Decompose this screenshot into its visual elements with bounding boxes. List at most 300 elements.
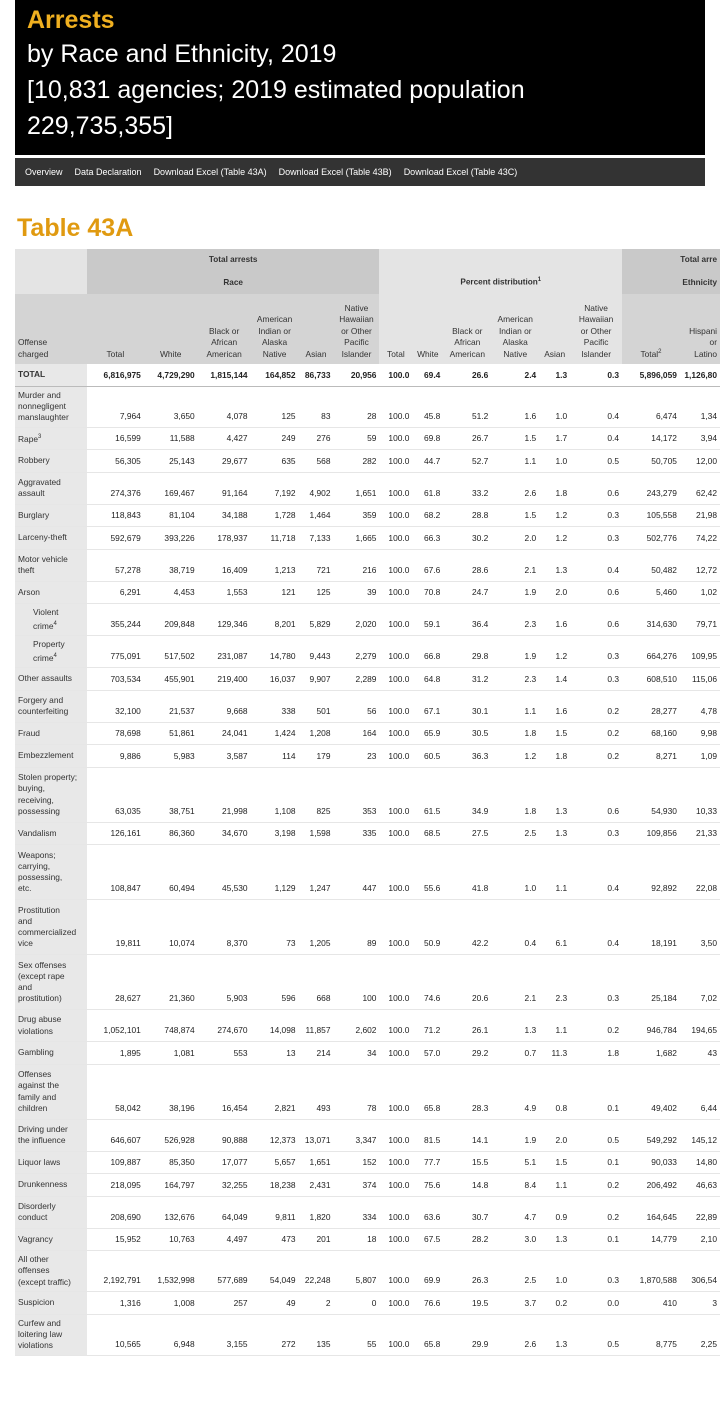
cell-asian: 214 [299,1042,334,1065]
cell-p-white: 68.5 [412,822,443,845]
row-label: Other assaults [15,668,87,691]
cell-white: 11,588 [144,427,198,450]
cell-p-ai: 1.8 [491,767,539,822]
cell-black: 17,077 [198,1151,251,1174]
cell-p-nh: 0.2 [570,722,622,745]
cell-white: 51,861 [144,722,198,745]
cell-ai: 635 [251,450,299,473]
cell-e-total: 5,896,059 [622,364,680,386]
cell-total: 1,895 [87,1042,144,1065]
cell-p-white: 74.6 [412,955,443,1010]
cell-nh: 282 [334,450,380,473]
cell-p-white: 55.6 [412,845,443,900]
cell-black: 3,155 [198,1314,251,1355]
cell-nh: 34 [334,1042,380,1065]
row-label: Murder and nonnegligent manslaughter [15,386,87,427]
nav-link-download-43b[interactable]: Download Excel (Table 43B) [278,167,392,177]
cell-p-ai: 1.9 [491,1119,539,1151]
cell-p-white: 76.6 [412,1292,443,1315]
cell-ai: 249 [251,427,299,450]
cell-p-nh: 0.2 [570,1174,622,1197]
cell-white: 21,537 [144,690,198,722]
cell-white: 209,848 [144,604,198,636]
cell-hisp: 1,34 [680,386,720,427]
table-row [15,472,720,504]
cell-black: 32,255 [198,1174,251,1197]
cell-asian: 2 [299,1292,334,1315]
cell-p-total: 100.0 [379,1174,412,1197]
row-label: Weapons; carrying, possessing, etc. [15,845,87,900]
cell-p-total: 100.0 [379,767,412,822]
table-row [15,1292,720,1315]
cell-p-total: 100.0 [379,1151,412,1174]
cell-total: 16,599 [87,427,144,450]
cell-black: 577,689 [198,1251,251,1292]
cell-p-total: 100.0 [379,668,412,691]
cell-ai: 164,852 [251,364,299,386]
cell-p-nh: 0.3 [570,1251,622,1292]
row-label: Stolen property; buying, receiving, possessing [15,767,87,822]
cell-p-asian: 1.3 [539,364,570,386]
row-label: Drug abuse violations [15,1010,87,1042]
cell-p-total: 100.0 [379,955,412,1010]
cell-p-ai: 2.1 [491,549,539,581]
cell-p-ai: 2.3 [491,668,539,691]
cell-p-white: 60.5 [412,745,443,768]
table-row [15,604,720,636]
row-label: Robbery [15,450,87,473]
cell-nh: 2,289 [334,668,380,691]
cell-p-total: 100.0 [379,427,412,450]
cell-total: 2,192,791 [87,1251,144,1292]
cell-ai: 12,373 [251,1119,299,1151]
cell-nh: 100 [334,955,380,1010]
cell-p-white: 66.3 [412,527,443,550]
cell-e-total: 25,184 [622,955,680,1010]
cell-p-nh: 0.3 [570,504,622,527]
cell-p-white: 71.2 [412,1010,443,1042]
table-row [15,427,720,450]
cell-hisp: 46,63 [680,1174,720,1197]
cell-p-nh: 0.3 [570,364,622,386]
cell-nh: 353 [334,767,380,822]
col-header-american-indian: American Indian or Alaska Native [251,294,299,364]
cell-black: 231,087 [198,636,251,668]
cell-total: 646,607 [87,1119,144,1151]
cell-hisp: 9,98 [680,722,720,745]
cell-nh: 20,956 [334,364,380,386]
cell-p-ai: 3.0 [491,1228,539,1251]
col-header-pct-american-indian: American Indian or Alaska Native [491,294,539,364]
table-row [15,1119,720,1151]
cell-black: 29,677 [198,450,251,473]
table-row [15,1064,720,1119]
cell-p-total: 100.0 [379,1196,412,1228]
cell-asian: 1,651 [299,1151,334,1174]
cell-p-nh: 0.6 [570,767,622,822]
cell-p-black: 28.2 [443,1228,491,1251]
cell-total: 108,847 [87,845,144,900]
row-label: Suspicion [15,1292,87,1315]
table-row [15,386,720,427]
cell-p-nh: 0.1 [570,1064,622,1119]
header-ethnicity: Ethnicity [622,270,720,294]
cell-e-total: 946,784 [622,1010,680,1042]
cell-p-ai: 1.1 [491,450,539,473]
arrests-table [15,249,720,1356]
cell-p-nh: 0.3 [570,822,622,845]
cell-white: 3,650 [144,386,198,427]
cell-p-asian: 1.8 [539,745,570,768]
header-row-subgroups [15,270,720,294]
row-label: Embezzlement [15,745,87,768]
cell-hisp: 306,54 [680,1251,720,1292]
col-header-asian: Asian [299,294,334,364]
page-title: Arrests [27,6,115,34]
table-row [15,845,720,900]
cell-black: 178,937 [198,527,251,550]
cell-e-total: 164,645 [622,1196,680,1228]
cell-total: 126,161 [87,822,144,845]
cell-p-total: 100.0 [379,1010,412,1042]
cell-hisp: 2,10 [680,1228,720,1251]
cell-ai: 338 [251,690,299,722]
cell-p-white: 64.8 [412,668,443,691]
cell-hisp: 3,50 [680,900,720,955]
cell-hisp: 1,02 [680,581,720,604]
col-header-white: White [144,294,198,364]
header-race: Race [87,270,380,294]
cell-p-white: 81.5 [412,1119,443,1151]
cell-e-total: 502,776 [622,527,680,550]
cell-total: 1,052,101 [87,1010,144,1042]
cell-p-white: 67.6 [412,549,443,581]
row-label: Drunkenness [15,1174,87,1197]
cell-p-asian: 1.7 [539,427,570,450]
cell-p-white: 75.6 [412,1174,443,1197]
cell-p-total: 100.0 [379,900,412,955]
row-label: Prostitution and commercialized vice [15,900,87,955]
cell-p-black: 19.5 [443,1292,491,1315]
table-container[interactable] [15,249,720,1404]
cell-total: 7,964 [87,386,144,427]
cell-p-asian: 6.1 [539,900,570,955]
row-label: All other offenses (except traffic) [15,1251,87,1292]
cell-p-black: 26.6 [443,364,491,386]
cell-p-white: 77.7 [412,1151,443,1174]
cell-p-white: 45.8 [412,386,443,427]
cell-p-asian: 1.2 [539,504,570,527]
cell-total: 592,679 [87,527,144,550]
cell-p-asian: 1.3 [539,767,570,822]
cell-p-ai: 2.6 [491,1314,539,1355]
table-row [15,1174,720,1197]
cell-asian: 201 [299,1228,334,1251]
cell-p-nh: 0.5 [570,450,622,473]
cell-p-nh: 0.4 [570,427,622,450]
cell-white: 38,719 [144,549,198,581]
cell-white: 164,797 [144,1174,198,1197]
cell-ai: 7,192 [251,472,299,504]
cell-nh: 59 [334,427,380,450]
cell-e-total: 50,482 [622,549,680,581]
footnote-marker: 4 [53,652,57,659]
cell-p-white: 63.6 [412,1196,443,1228]
cell-p-asian: 1.6 [539,690,570,722]
cell-white: 5,983 [144,745,198,768]
cell-black: 21,998 [198,767,251,822]
cell-p-nh: 0.2 [570,690,622,722]
cell-white: 748,874 [144,1010,198,1042]
cell-asian: 568 [299,450,334,473]
cell-p-total: 100.0 [379,1228,412,1251]
cell-ai: 49 [251,1292,299,1315]
cell-p-white: 67.1 [412,690,443,722]
table-body [15,364,720,1355]
cell-total: 19,811 [87,900,144,955]
cell-white: 6,948 [144,1314,198,1355]
row-label: Burglary [15,504,87,527]
cell-p-asian: 1.0 [539,1251,570,1292]
nav-link-data-declaration[interactable]: Data Declaration [74,167,142,177]
cell-black: 1,815,144 [198,364,251,386]
cell-ai: 11,718 [251,527,299,550]
cell-asian: 825 [299,767,334,822]
col-header-pct-asian: Asian [539,294,570,364]
cell-black: 16,454 [198,1064,251,1119]
cell-e-total: 14,172 [622,427,680,450]
cell-p-nh: 0.4 [570,900,622,955]
cell-black: 16,409 [198,549,251,581]
cell-black: 45,530 [198,845,251,900]
cell-p-total: 100.0 [379,604,412,636]
page-subtitle: by Race and Ethnicity, 2019 [27,40,337,68]
table-row [15,767,720,822]
row-label: Forgery and counterfeiting [15,690,87,722]
cell-e-total: 54,930 [622,767,680,822]
cell-nh: 39 [334,581,380,604]
cell-p-black: 31.2 [443,668,491,691]
cell-p-white: 69.9 [412,1251,443,1292]
cell-nh: 18 [334,1228,380,1251]
header-blank [15,249,87,270]
col-header-native-hawaiian: Native Hawaiian or Other Pacific Islander [334,294,380,364]
cell-black: 64,049 [198,1196,251,1228]
cell-p-white: 65.8 [412,1314,443,1355]
cell-white: 393,226 [144,527,198,550]
cell-ai: 14,780 [251,636,299,668]
header-total-arrests: Total arrests [87,249,380,270]
row-label: Larceny-theft [15,527,87,550]
row-label: Offenses against the family and children [15,1064,87,1119]
table-row [15,668,720,691]
cell-black: 8,370 [198,900,251,955]
cell-white: 38,196 [144,1064,198,1119]
col-header-offense: Offense charged [15,294,87,364]
cell-p-nh: 0.4 [570,845,622,900]
cell-p-white: 65.9 [412,722,443,745]
cell-black: 91,164 [198,472,251,504]
cell-hisp: 145,12 [680,1119,720,1151]
table-row [15,504,720,527]
cell-black: 257 [198,1292,251,1315]
cell-hisp: 22,89 [680,1196,720,1228]
cell-white: 132,676 [144,1196,198,1228]
cell-hisp: 12,00 [680,450,720,473]
cell-p-black: 30.7 [443,1196,491,1228]
cell-e-total: 50,705 [622,450,680,473]
cell-black: 3,587 [198,745,251,768]
cell-black: 5,903 [198,955,251,1010]
cell-p-nh: 0.1 [570,1228,622,1251]
cell-total: 355,244 [87,604,144,636]
cell-hisp: 1,126,80 [680,364,720,386]
row-label: Disorderly conduct [15,1196,87,1228]
cell-nh: 2,020 [334,604,380,636]
cell-p-black: 29.9 [443,1314,491,1355]
cell-p-nh: 0.4 [570,386,622,427]
cell-p-black: 41.8 [443,845,491,900]
cell-p-nh: 0.6 [570,581,622,604]
footnote-marker: 2 [658,348,662,355]
cell-p-white: 66.8 [412,636,443,668]
cell-nh: 78 [334,1064,380,1119]
cell-p-total: 100.0 [379,845,412,900]
cell-e-total: 243,279 [622,472,680,504]
cell-p-asian: 2.0 [539,581,570,604]
cell-ai: 473 [251,1228,299,1251]
cell-p-nh: 0.2 [570,1196,622,1228]
cell-p-white: 68.2 [412,504,443,527]
table-row [15,1151,720,1174]
cell-p-ai: 1.0 [491,845,539,900]
cell-asian: 9,443 [299,636,334,668]
cell-hisp: 22,08 [680,845,720,900]
cell-hisp: 3 [680,1292,720,1315]
cell-p-total: 100.0 [379,527,412,550]
cell-e-total: 92,892 [622,845,680,900]
cell-p-total: 100.0 [379,822,412,845]
cell-white: 4,453 [144,581,198,604]
cell-e-total: 68,160 [622,722,680,745]
cell-ai: 596 [251,955,299,1010]
cell-nh: 1,651 [334,472,380,504]
cell-p-ai: 0.4 [491,900,539,955]
table-row [15,1196,720,1228]
cell-p-white: 69.4 [412,364,443,386]
cell-p-asian: 1.5 [539,722,570,745]
percent-distribution-label: Percent distribution [460,277,538,287]
cell-p-nh: 0.3 [570,527,622,550]
cell-hisp: 74,22 [680,527,720,550]
cell-p-asian: 1.1 [539,845,570,900]
cell-total: 9,886 [87,745,144,768]
cell-nh: 216 [334,549,380,581]
cell-white: 169,467 [144,472,198,504]
cell-black: 129,346 [198,604,251,636]
cell-p-ai: 2.5 [491,1251,539,1292]
col-header-black: Black or African American [198,294,251,364]
cell-white: 1,008 [144,1292,198,1315]
cell-black: 553 [198,1042,251,1065]
cell-hisp: 7,02 [680,955,720,1010]
cell-white: 85,350 [144,1151,198,1174]
cell-ai: 1,424 [251,722,299,745]
cell-nh: 56 [334,690,380,722]
cell-e-total: 1,870,588 [622,1251,680,1292]
nav-link-overview[interactable]: Overview [25,167,63,177]
cell-asian: 7,133 [299,527,334,550]
cell-p-black: 20.6 [443,955,491,1010]
cell-p-asian: 1.3 [539,1228,570,1251]
cell-black: 274,670 [198,1010,251,1042]
cell-p-ai: 2.1 [491,955,539,1010]
nav-link-download-43c[interactable]: Download Excel (Table 43C) [403,167,518,177]
nav-link-download-43a[interactable]: Download Excel (Table 43A) [153,167,267,177]
table-row [15,527,720,550]
cell-p-ai: 0.7 [491,1042,539,1065]
cell-p-nh: 0.4 [570,549,622,581]
table-row [15,450,720,473]
cell-total: 274,376 [87,472,144,504]
footnote-marker: 3 [38,433,42,440]
cell-ai: 5,657 [251,1151,299,1174]
cell-total: 218,095 [87,1174,144,1197]
cell-p-black: 51.2 [443,386,491,427]
header-row-groups [15,249,720,270]
cell-p-white: 44.7 [412,450,443,473]
cell-p-total: 100.0 [379,722,412,745]
cell-nh: 2,602 [334,1010,380,1042]
cell-p-ai: 2.3 [491,604,539,636]
cell-black: 219,400 [198,668,251,691]
table-row [15,900,720,955]
cell-nh: 28 [334,386,380,427]
cell-p-asian: 1.0 [539,450,570,473]
cell-ai: 272 [251,1314,299,1355]
cell-black: 1,553 [198,581,251,604]
cell-p-black: 42.2 [443,900,491,955]
cell-p-nh: 0.5 [570,1314,622,1355]
table-row [15,364,720,386]
cell-p-ai: 1.9 [491,636,539,668]
cell-p-black: 30.2 [443,527,491,550]
cell-p-total: 100.0 [379,364,412,386]
cell-ai: 1,129 [251,845,299,900]
row-label: Violent crime$^4$ [15,604,87,636]
cell-total: 1,316 [87,1292,144,1315]
col-header-hispanic: Hispani or Latino [680,294,720,364]
cell-asian: 125 [299,581,334,604]
cell-hisp: 21,98 [680,504,720,527]
cell-asian: 179 [299,745,334,768]
header-row-columns [15,294,720,364]
cell-total: 10,565 [87,1314,144,1355]
cell-ai: 3,198 [251,822,299,845]
cell-ai: 1,108 [251,767,299,822]
cell-p-white: 59.1 [412,604,443,636]
cell-p-nh: 0.2 [570,745,622,768]
cell-asian: 86,733 [299,364,334,386]
cell-total: 63,035 [87,767,144,822]
cell-white: 25,143 [144,450,198,473]
cell-hisp: 12,72 [680,549,720,581]
cell-asian: 4,902 [299,472,334,504]
cell-p-asian: 1.3 [539,822,570,845]
header-blank-2 [15,270,87,294]
nav-bar [15,158,705,186]
page-header [15,0,705,155]
